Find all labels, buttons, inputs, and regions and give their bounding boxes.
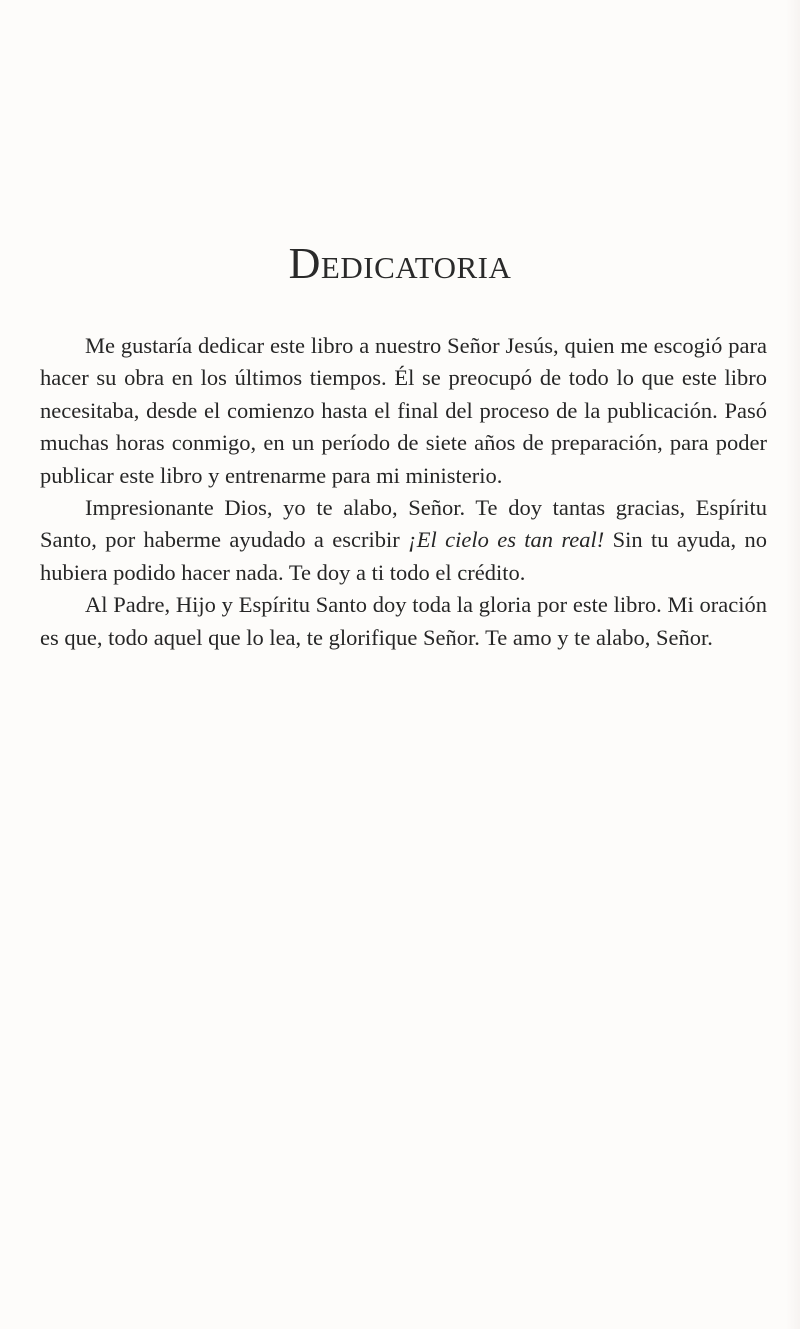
page-edge-shadow bbox=[786, 0, 800, 1329]
dedication-text bbox=[40, 330, 767, 654]
paragraph-1-text: Me gustaría dedicar este libro a nuestro Señor Jesús, quien me escogió para hacer su obra en los últimos tiempos. Él se preocupó de todo lo que este libro necesitaba, desde el comienzo hasta el final del proceso de la publicación. Pasó muchas horas conmigo, en un período de siete años de preparación, para poder publicar este libro y entrenarme para mi ministerio. bbox=[40, 333, 767, 488]
paragraph-3-text: Al Padre, Hijo y Espíritu Santo doy toda la gloria por este libro. Mi oración es que, todo aquel que lo lea, te glorifique Señor. Te amo y te alabo, Señor. bbox=[40, 592, 767, 650]
book-title-italic: ¡El cielo es tan real! bbox=[408, 527, 605, 553]
paragraph-3 bbox=[40, 589, 767, 654]
paragraph-2-text-start: Impresionante Dios, yo te alabo, Señor. Te doy tantas gracias, Espíritu Santo, por haberme ayudado a escribir bbox=[40, 495, 767, 553]
page-title: Dedicatoria bbox=[288, 239, 512, 288]
paragraph-2-text-end: Sin tu ayuda, no hubiera podido hacer nada. Te doy a ti todo el crédito. bbox=[40, 527, 768, 585]
paragraph-1 bbox=[40, 330, 767, 492]
paragraph-2 bbox=[40, 492, 767, 589]
